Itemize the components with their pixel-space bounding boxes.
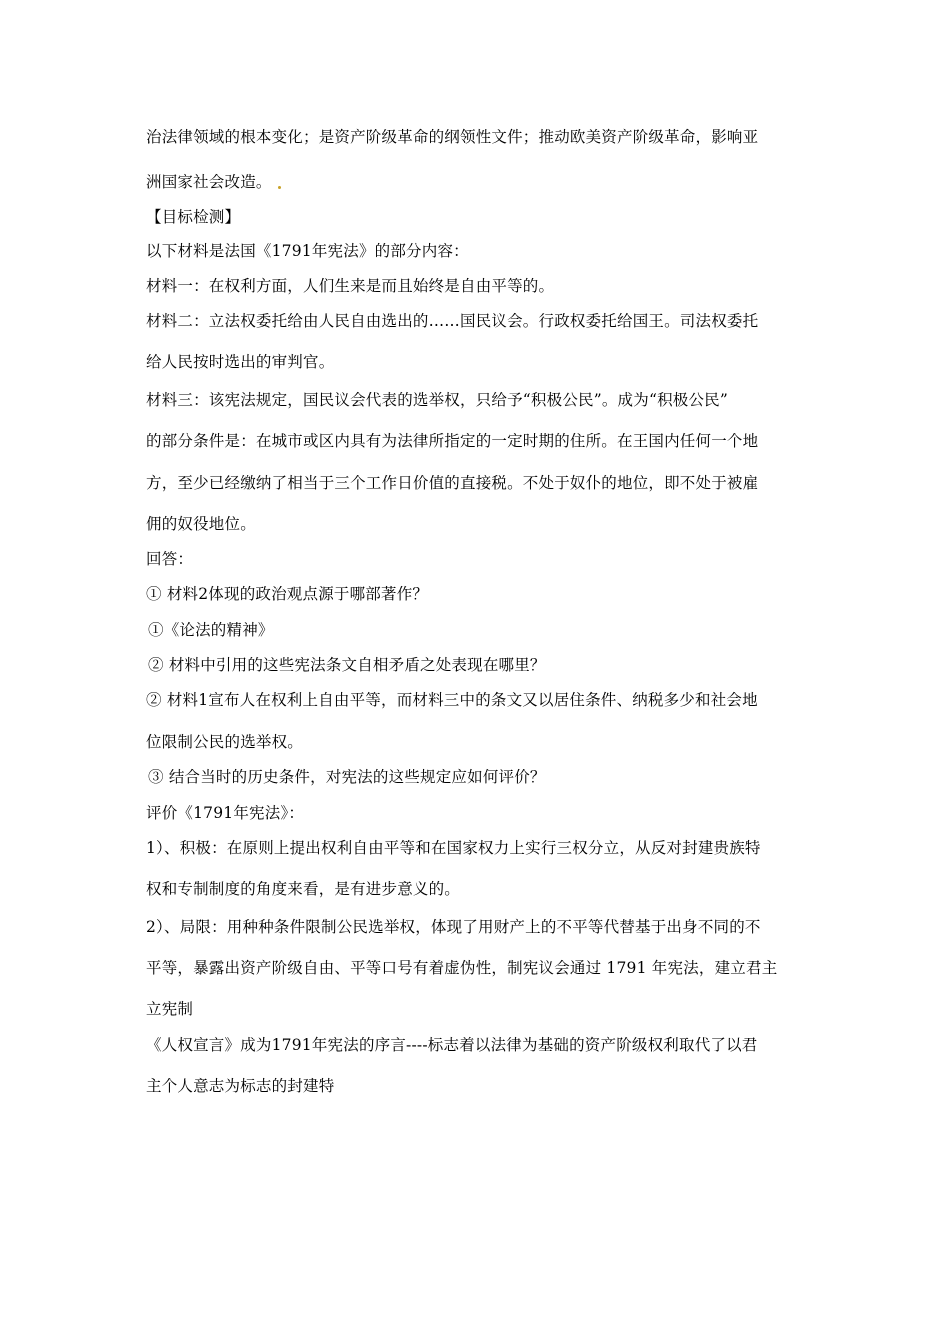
text-line-7: 给人民按时选出的审判官。 bbox=[146, 353, 335, 371]
text-line-5: 材料一：在权利方面，人们生来是而且始终是自由平等的。 bbox=[146, 277, 555, 295]
question-2: ② 材料中引用的这些宪法条文自相矛盾之处表现在哪里？ bbox=[148, 656, 546, 674]
text-line-4: 以下材料是法国《1791年宪法》的部分内容： bbox=[146, 242, 469, 260]
answer-2-line-1: ② 材料1宣布人在权利上自由平等，而材料三中的条文又以居住条件、纳税多少和社会地 bbox=[146, 691, 758, 709]
text-line-1: 治法律领域的根本变化；是资产阶级革命的纲领性文件；推动欧美资产阶级革命，影响亚 bbox=[146, 128, 759, 146]
evaluation-heading: 评价《1791年宪法》： bbox=[146, 804, 305, 822]
conclusion-line-2: 主个人意志为标志的封建特 bbox=[146, 1077, 335, 1095]
editor-mark-icon bbox=[278, 186, 281, 189]
text-line-2-text: 洲国家社会改造。 bbox=[146, 173, 272, 191]
text-line-8: 材料三：该宪法规定，国民议会代表的选举权，只给予“积极公民”。成为“积极公民” bbox=[146, 391, 728, 409]
conclusion-line-1: 《人权宣言》成为1791年宪法的序言----标志着以法律为基础的资产阶级权利取代了以君 bbox=[146, 1036, 758, 1054]
evaluation-positive-line-1: 1）、积极：在原则上提出权利自由平等和在国家权力上实行三权分立，从反对封建贵族特 bbox=[146, 839, 761, 857]
question-1: ① 材料2体现的政治观点源于哪部著作？ bbox=[146, 585, 429, 603]
evaluation-limit-line-2: 平等，暴露出资产阶级自由、平等口号有着虚伪性，制宪议会通过 1791 年宪法，建立君主 bbox=[146, 959, 778, 977]
text-line-10: 方，至少已经缴纳了相当于三个工作日价值的直接税。不处于奴仆的地位，即不处于被雇 bbox=[146, 474, 759, 492]
text-line-6: 材料二：立法权委托给由人民自由选出的……国民议会。行政权委托给国王。司法权委托 bbox=[146, 312, 759, 330]
answer-1: ①《论法的精神》 bbox=[148, 621, 274, 639]
text-line-2 bbox=[146, 172, 826, 192]
text-line-11: 佣的奴役地位。 bbox=[146, 515, 256, 533]
text-line-9: 的部分条件是：在城市或区内具有为法律所指定的一定时期的住所。在王国内任何一个地 bbox=[146, 432, 759, 450]
evaluation-limit-line-1: 2）、局限：用种种条件限制公民选举权，体现了用财产上的不平等代替基于出身不同的不 bbox=[146, 918, 761, 936]
text-line-12: 回答： bbox=[146, 550, 194, 568]
section-heading: 【目标检测】 bbox=[146, 208, 241, 226]
answer-2-line-2: 位限制公民的选举权。 bbox=[146, 733, 304, 751]
evaluation-limit-line-3: 立宪制 bbox=[146, 1000, 194, 1018]
question-3: ③ 结合当时的历史条件，对宪法的这些规定应如何评价？ bbox=[148, 768, 546, 786]
evaluation-positive-line-2: 权和专制制度的角度来看，是有进步意义的。 bbox=[146, 880, 461, 898]
